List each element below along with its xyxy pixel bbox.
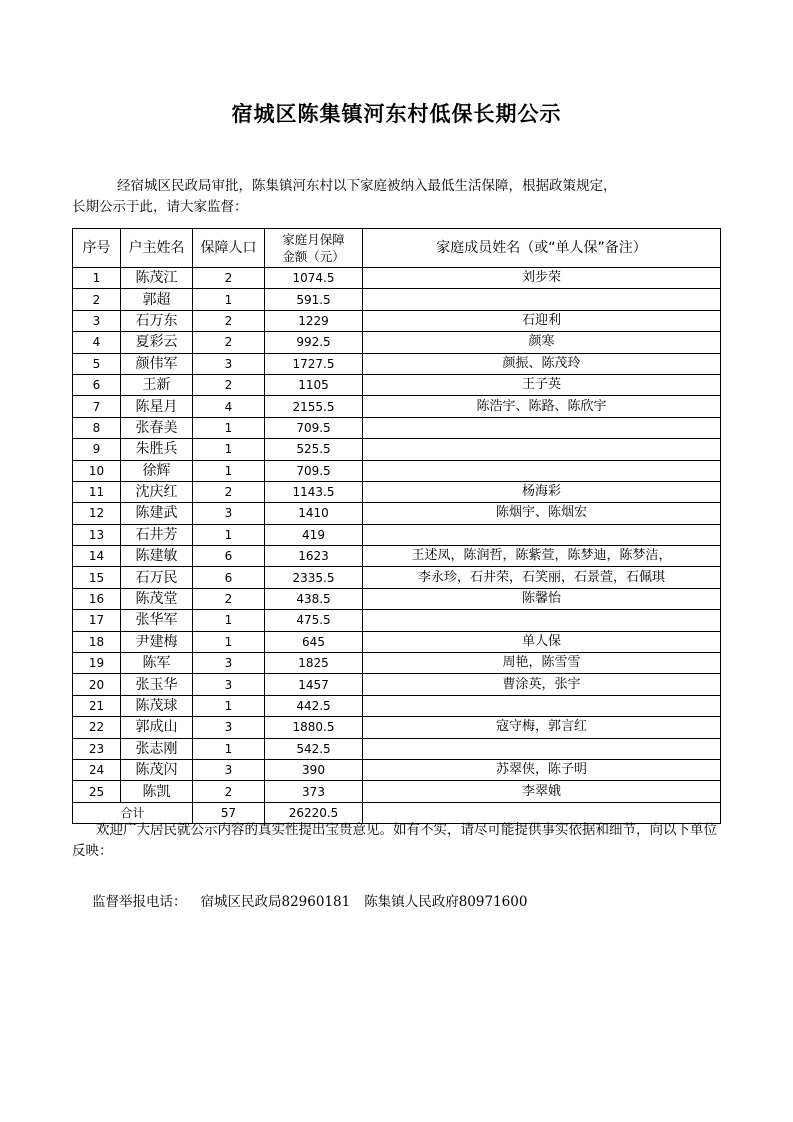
cell-seq: 21 [73,695,121,716]
cell-seq: 2 [73,289,121,310]
cell-persons: 1 [193,695,265,716]
cell-members: 王子英 [363,374,721,395]
cell-head: 张春美 [121,417,193,438]
cell-head: 陈茂闪 [121,759,193,780]
cell-persons: 2 [193,332,265,353]
table-row [73,353,721,374]
table-row [73,631,721,652]
col-header-persons: 保障人口 [193,229,265,268]
table-row [73,567,721,588]
cell-members [363,738,721,759]
table-row [73,695,721,716]
cell-persons: 3 [193,717,265,738]
cell-persons: 1 [193,289,265,310]
cell-persons: 3 [193,653,265,674]
cell-persons: 1 [193,417,265,438]
cell-members: 颜寒 [363,332,721,353]
table-row [73,332,721,353]
table-row [73,289,721,310]
table-row [73,503,721,524]
cell-members [363,695,721,716]
col-header-seq: 序号 [73,229,121,268]
cell-amount: 709.5 [265,460,363,481]
cell-head: 陈星月 [121,396,193,417]
cell-members: 苏翠侠，陈子明 [363,759,721,780]
total-amount: 26220.5 [265,802,363,823]
cell-seq: 15 [73,567,121,588]
cell-members [363,610,721,631]
cell-members [363,524,721,545]
cell-amount: 1105 [265,374,363,395]
cell-head: 陈茂堂 [121,588,193,609]
cell-seq: 6 [73,374,121,395]
cell-members: 王述凤，陈润哲，陈紫萱，陈梦迪，陈梦洁， [363,546,721,567]
cell-amount: 1229 [265,310,363,331]
cell-persons: 2 [193,781,265,802]
cell-seq: 7 [73,396,121,417]
total-label: 合计 [73,802,193,823]
cell-persons: 1 [193,439,265,460]
cell-amount: 1457 [265,674,363,695]
cell-amount: 525.5 [265,439,363,460]
table-row [73,610,721,631]
table-row [73,439,721,460]
table-row [73,268,721,289]
cell-amount: 438.5 [265,588,363,609]
cell-seq: 12 [73,503,121,524]
table-body [73,268,721,803]
cell-seq: 11 [73,481,121,502]
cell-members: 陈烟宇、陈烟宏 [363,503,721,524]
cell-seq: 16 [73,588,121,609]
hotline-org-2: 陈集镇人民政府80971600 [364,894,528,910]
cell-amount: 2335.5 [265,567,363,588]
cell-persons: 6 [193,567,265,588]
cell-head: 陈茂江 [121,268,193,289]
cell-seq: 1 [73,268,121,289]
col-header-head: 户主姓名 [121,229,193,268]
table-row [73,460,721,481]
cell-seq: 9 [73,439,121,460]
cell-amount: 475.5 [265,610,363,631]
cell-head: 石万东 [121,310,193,331]
cell-persons: 1 [193,610,265,631]
cell-head: 尹建梅 [121,631,193,652]
cell-members: 陈馨怡 [363,588,721,609]
cell-amount: 442.5 [265,695,363,716]
intro-line-2: 长期公示于此，请大家监督： [72,199,248,215]
cell-seq: 25 [73,781,121,802]
cell-head: 张志刚 [121,738,193,759]
table-row [73,781,721,802]
cell-head: 王新 [121,374,193,395]
hotline-line [92,890,527,910]
cell-persons: 1 [193,524,265,545]
table-row [73,738,721,759]
cell-amount: 390 [265,759,363,780]
hotline-label: 监督举报电话： [92,894,187,910]
cell-members [363,289,721,310]
cell-head: 陈凯 [121,781,193,802]
table-row [73,481,721,502]
cell-members: 刘步荣 [363,268,721,289]
cell-members: 颜振、陈茂玲 [363,353,721,374]
cell-amount: 1143.5 [265,481,363,502]
intro-line-1: 经宿城区民政局审批，陈集镇河东村以下家庭被纳入最低生活保障，根据政策规定， [117,178,617,194]
cell-seq: 22 [73,717,121,738]
cell-head: 张玉华 [121,674,193,695]
cell-head: 郭成山 [121,717,193,738]
cell-members: 李永珍，石井荣，石笑丽，石景萱，石佩琪 [363,567,721,588]
cell-seq: 24 [73,759,121,780]
cell-persons: 3 [193,674,265,695]
cell-seq: 8 [73,417,121,438]
cell-persons: 1 [193,460,265,481]
cell-amount: 1623 [265,546,363,567]
cell-members: 陈浩宇、陈路、陈欣宇 [363,396,721,417]
cell-head: 夏彩云 [121,332,193,353]
table-row [73,417,721,438]
cell-head: 陈建武 [121,503,193,524]
cell-persons: 3 [193,503,265,524]
page-title: 宿城区陈集镇河东村低保长期公示 [231,101,562,126]
subsidy-table [72,228,721,824]
cell-members: 杨海彩 [363,481,721,502]
cell-seq: 14 [73,546,121,567]
cell-amount: 373 [265,781,363,802]
cell-head: 郭超 [121,289,193,310]
table-row [73,396,721,417]
table-row [73,524,721,545]
cell-amount: 992.5 [265,332,363,353]
cell-seq: 10 [73,460,121,481]
cell-amount: 1727.5 [265,353,363,374]
table-row [73,717,721,738]
cell-amount: 591.5 [265,289,363,310]
table-row [73,588,721,609]
cell-seq: 13 [73,524,121,545]
col-header-amount-line1: 家庭月保障 [282,232,345,247]
cell-persons: 1 [193,631,265,652]
cell-persons: 4 [193,396,265,417]
cell-head: 石井芳 [121,524,193,545]
cell-persons: 2 [193,268,265,289]
cell-seq: 17 [73,610,121,631]
cell-head: 石万民 [121,567,193,588]
table-row [73,653,721,674]
cell-head: 陈茂球 [121,695,193,716]
cell-amount: 1880.5 [265,717,363,738]
cell-amount: 1410 [265,503,363,524]
col-header-members: 家庭成员姓名（或“单人保”备注） [363,229,721,268]
cell-persons: 3 [193,759,265,780]
cell-amount: 645 [265,631,363,652]
cell-members: 石迎利 [363,310,721,331]
cell-seq: 4 [73,332,121,353]
cell-members: 周艳，陈雪雪 [363,653,721,674]
col-header-amount-line2: 金额（元） [282,249,345,264]
table-row [73,374,721,395]
feedback-paragraph: 欢迎广大居民就公示内容的真实性提出宝贵意见。如有不实，请尽可能提供事实依据和细节，向以下单位反映： [72,822,717,859]
cell-persons: 2 [193,481,265,502]
cell-members [363,460,721,481]
cell-head: 张华军 [121,610,193,631]
cell-seq: 23 [73,738,121,759]
cell-head: 陈建敏 [121,546,193,567]
table-header-row [73,229,721,268]
cell-head: 沈庆红 [121,481,193,502]
total-persons: 57 [193,802,265,823]
cell-seq: 19 [73,653,121,674]
cell-members [363,417,721,438]
table-row [73,759,721,780]
table-row [73,674,721,695]
intro-paragraph [72,176,724,218]
cell-persons: 3 [193,353,265,374]
cell-amount: 709.5 [265,417,363,438]
cell-members [363,439,721,460]
cell-members: 单人保 [363,631,721,652]
hotline-org-1: 宿城区民政局82960181 [200,894,351,910]
table-row [73,546,721,567]
cell-persons: 6 [193,546,265,567]
cell-members: 寇守梅，郭言红 [363,717,721,738]
table-row [73,310,721,331]
cell-head: 陈军 [121,653,193,674]
cell-head: 颜伟军 [121,353,193,374]
cell-members: 李翠娥 [363,781,721,802]
cell-amount: 542.5 [265,738,363,759]
col-header-amount [265,229,363,268]
cell-members: 曹涂英，张宇 [363,674,721,695]
cell-amount: 1825 [265,653,363,674]
cell-seq: 18 [73,631,121,652]
cell-persons: 2 [193,374,265,395]
cell-seq: 20 [73,674,121,695]
cell-head: 徐辉 [121,460,193,481]
cell-amount: 1074.5 [265,268,363,289]
cell-amount: 419 [265,524,363,545]
cell-persons: 2 [193,310,265,331]
cell-seq: 3 [73,310,121,331]
cell-persons: 2 [193,588,265,609]
cell-seq: 5 [73,353,121,374]
cell-head: 朱胜兵 [121,439,193,460]
cell-persons: 1 [193,738,265,759]
cell-amount: 2155.5 [265,396,363,417]
